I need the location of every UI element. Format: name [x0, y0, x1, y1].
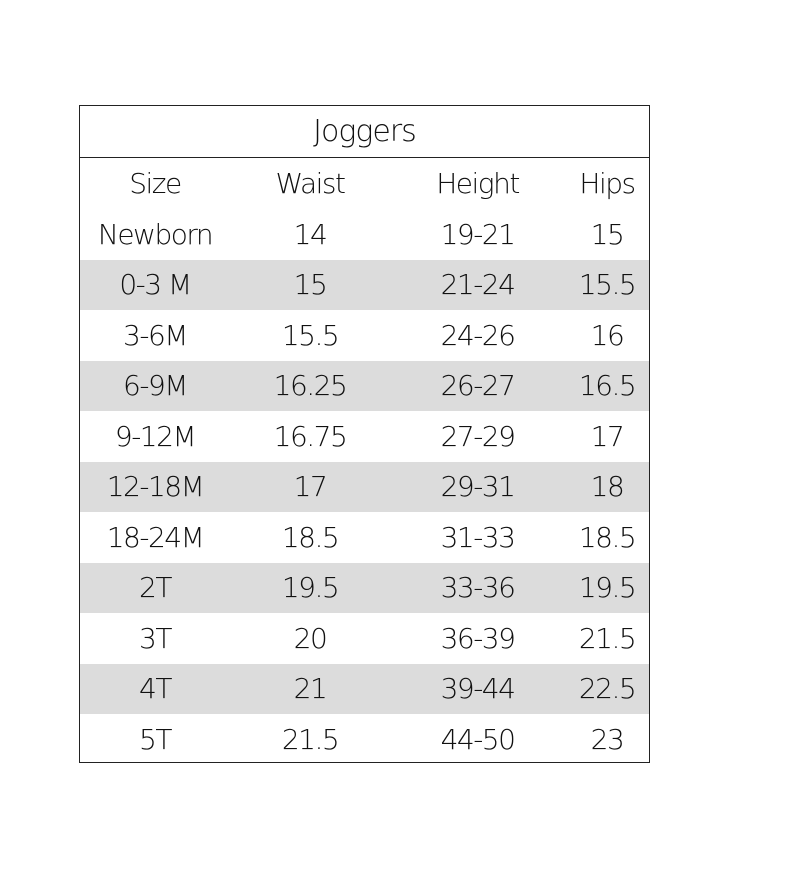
cell-size: 12-18M — [106, 470, 204, 504]
cell-waist: 21.5 — [281, 722, 339, 756]
cell-hips: 18.5 — [578, 520, 636, 554]
cell-waist: 16.25 — [273, 369, 347, 403]
cell-hips: 16.5 — [578, 369, 636, 403]
cell-waist: 20 — [293, 621, 327, 655]
cell-height: 27-29 — [440, 419, 515, 453]
header-height: Height — [436, 167, 519, 200]
cell-hips: 17 — [590, 419, 624, 453]
cell-waist: 19.5 — [281, 571, 339, 605]
table-row — [80, 310, 649, 361]
table-row — [80, 260, 649, 311]
cell-size: 6-9M — [123, 369, 187, 403]
cell-size: 9-12M — [114, 419, 196, 453]
cell-height: 19-21 — [440, 217, 515, 251]
cell-height: 33-36 — [440, 571, 515, 605]
cell-hips: 23 — [590, 722, 624, 756]
cell-hips: 22.5 — [578, 672, 636, 706]
cell-size: 5T — [139, 722, 171, 756]
table-row — [80, 209, 649, 260]
cell-waist: 18.5 — [281, 520, 339, 554]
table-row — [80, 462, 649, 513]
cell-size: 0-3 M — [119, 268, 191, 302]
cell-waist: 16.75 — [273, 419, 347, 453]
cell-size: 3T — [139, 621, 171, 655]
cell-waist: 17 — [293, 470, 327, 504]
cell-size: Newborn — [97, 217, 213, 251]
cell-size: 2T — [139, 571, 171, 605]
header-hips: Hips — [579, 167, 635, 200]
cell-size: 4T — [139, 672, 171, 706]
header-size: Size — [129, 167, 181, 200]
table-row — [80, 714, 649, 765]
cell-hips: 15.5 — [578, 268, 636, 302]
chart-title: Joggers — [80, 106, 649, 158]
table-body — [80, 209, 649, 765]
cell-hips: 15 — [590, 217, 624, 251]
cell-size: 3-6M — [123, 318, 187, 352]
cell-height: 36-39 — [440, 621, 515, 655]
cell-hips: 19.5 — [578, 571, 636, 605]
table-row — [80, 563, 649, 614]
cell-height: 31-33 — [440, 520, 515, 554]
table-row — [80, 361, 649, 412]
header-row — [80, 158, 649, 209]
cell-height: 24-26 — [440, 318, 515, 352]
cell-waist: 15.5 — [281, 318, 339, 352]
cell-hips: 18 — [590, 470, 624, 504]
header-waist: Waist — [275, 167, 345, 200]
cell-waist: 15 — [293, 268, 327, 302]
cell-hips: 21.5 — [578, 621, 636, 655]
cell-height: 29-31 — [440, 470, 515, 504]
cell-waist: 21 — [293, 672, 327, 706]
cell-waist: 14 — [293, 217, 327, 251]
cell-size: 18-24M — [106, 520, 204, 554]
table-row — [80, 613, 649, 664]
cell-height: 44-50 — [440, 722, 515, 756]
table-row — [80, 512, 649, 563]
cell-height: 21-24 — [440, 268, 515, 302]
cell-height: 26-27 — [440, 369, 515, 403]
cell-height: 39-44 — [440, 672, 515, 706]
table-row — [80, 411, 649, 462]
cell-hips: 16 — [590, 318, 624, 352]
table-row — [80, 664, 649, 715]
size-chart — [79, 105, 650, 763]
